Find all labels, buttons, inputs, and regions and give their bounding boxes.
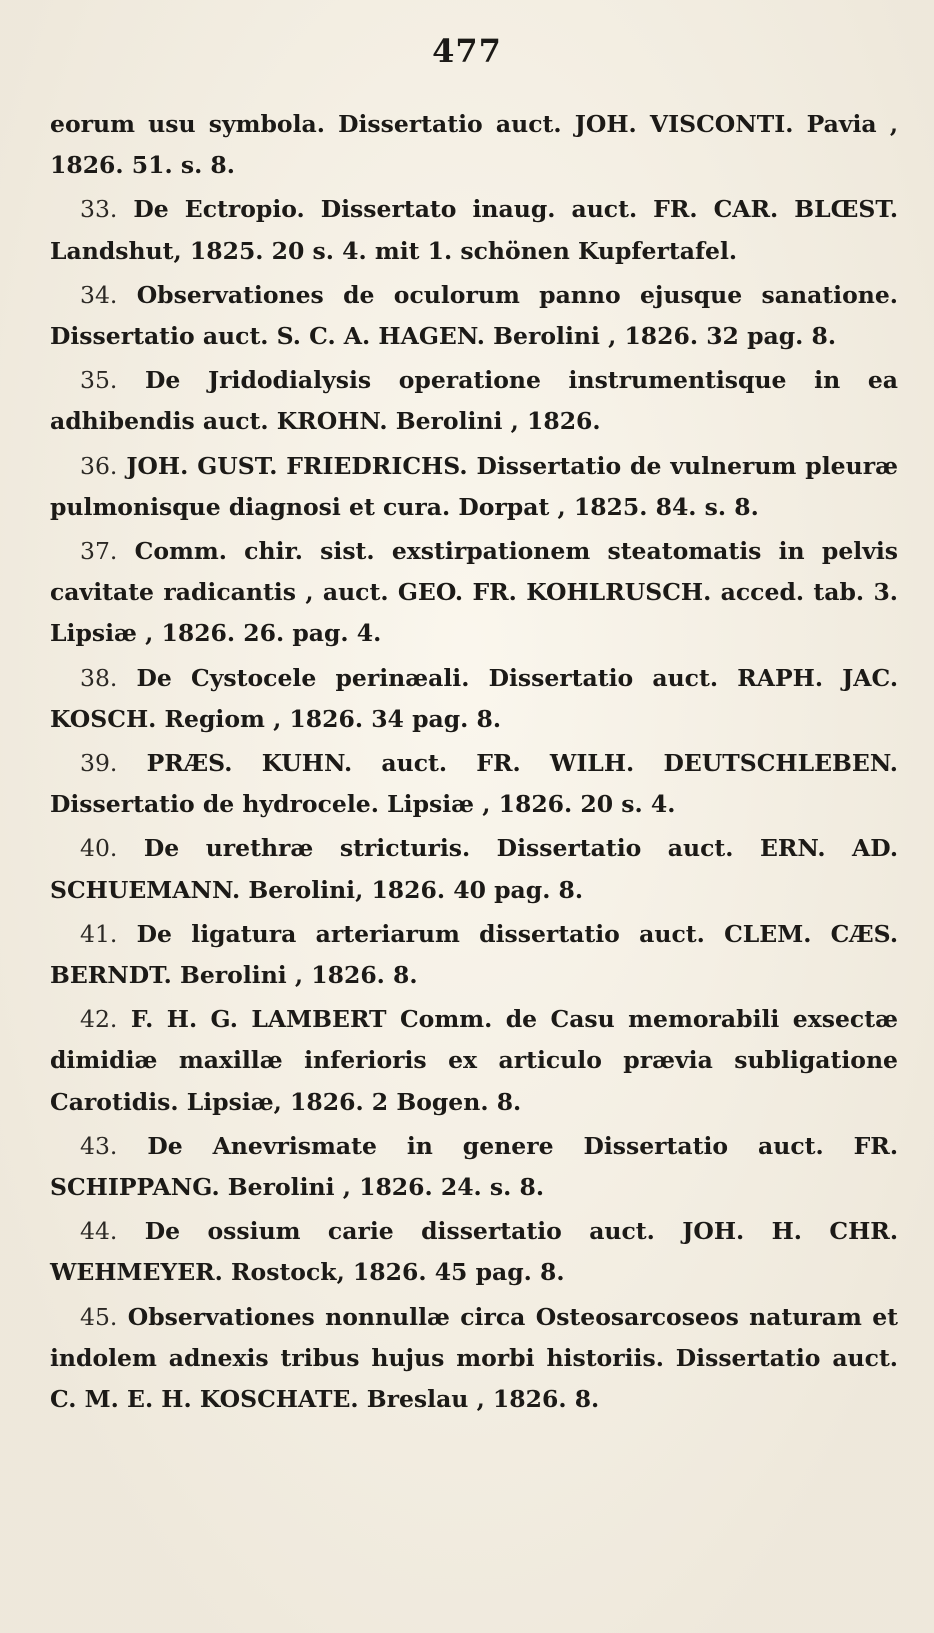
entry-number: 33.: [80, 195, 118, 224]
bibliography-entry: [50, 275, 898, 357]
bibliography-entry: [50, 1297, 898, 1421]
bibliography-entry: [50, 1211, 898, 1293]
entry-text: De urethræ stricturis. Dissertatio auct. ERN. AD. SCHUEMANN. Berolini, 1826. 40 pag. 8.: [50, 834, 898, 904]
entry-number: 44.: [80, 1217, 118, 1246]
bibliography-entry: [50, 658, 898, 740]
entry-number: 34.: [80, 280, 118, 309]
entry-number: 39.: [80, 749, 118, 778]
bibliography-entry: [50, 446, 898, 528]
entry-number: 42.: [80, 1005, 118, 1034]
entry-text: JOH. GUST. FRIEDRICHS. Dissertatio de vulnerum pleuræ pulmonisque diagnosi et cura. Dorpat , 1825. 84. s. 8.: [50, 451, 898, 521]
entry-number: 36.: [80, 451, 118, 480]
bibliography-entry: [50, 743, 898, 825]
page-number: 477: [432, 32, 502, 70]
entry-number: 35.: [80, 366, 118, 395]
entry-number: 38.: [80, 663, 118, 692]
entry-number: 45.: [80, 1302, 118, 1331]
bibliography-entry: [50, 828, 898, 910]
bibliography-entry: [50, 360, 898, 442]
bibliography-entry: [50, 914, 898, 996]
entry-number: 41.: [80, 919, 118, 948]
entry-number: 43.: [80, 1131, 118, 1160]
entry-text: F. H. G. LAMBERT Comm. de Casu memorabili exsectæ dimidiæ maxillæ inferioris ex articulo prævia subligatione Carotidis. Lipsiæ, 1826. 2 Bogen. 8.: [50, 1005, 899, 1116]
bibliography-list: [50, 104, 898, 1423]
entry-text: De Ectropio. Dissertato inaug. auct. FR. CAR. BLŒST. Landshut, 1825. 20 s. 4. mit 1. schönen Kupfertafel.: [50, 195, 898, 265]
entry-number: 37.: [80, 537, 118, 566]
bibliography-entry: [50, 531, 898, 655]
bibliography-entry: [50, 1126, 898, 1208]
entry-text: De Anevrismate in genere Dissertatio auct. FR. SCHIPPANG. Berolini , 1826. 24. s. 8.: [50, 1131, 898, 1202]
entry-text: De ligatura arteriarum dissertatio auct. CLEM. CÆS. BERNDT. Berolini , 1826. 8.: [50, 919, 898, 990]
entry-text: De ossium carie dissertatio auct. JOH. H. CHR. WEHMEYER. Rostock, 1826. 45 pag. 8.: [50, 1217, 899, 1287]
bibliography-entry: [50, 104, 898, 186]
bibliography-entry: [50, 189, 898, 271]
entry-text: De Cystocele perinæali. Dissertatio auct. RAPH. JAC. KOSCH. Regiom , 1826. 34 pag. 8.: [50, 663, 898, 733]
entry-text: Observationes de oculorum panno ejusque sanatione. Dissertatio auct. S. C. A. HAGEN. Berolini , 1826. 32 pag. 8.: [50, 280, 898, 351]
entry-text: De Jridodialysis operatione instrumentisque in ea adhibendis auct. KROHN. Berolini , 1826.: [50, 366, 898, 436]
entry-text: Observationes nonnullæ circa Osteosarcoseos naturam et indolem adnexis tribus hujus morbi historiis. Dissertatio auct. C. M. E. H. KOSCHATE. Breslau , 1826. 8.: [50, 1302, 898, 1414]
entry-text: Comm. chir. sist. exstirpationem steatomatis in pelvis cavitate radicantis , auct. GEO. FR. KOHLRUSCH. acced. tab. 3. Lipsiæ , 1826. 26. pag. 4.: [50, 537, 899, 648]
bibliography-entry: [50, 999, 898, 1123]
entry-number: 40.: [80, 834, 118, 863]
entry-text: PRÆS. KUHN. auct. FR. WILH. DEUTSCHLEBEN. Dissertatio de hydrocele. Lipsiæ , 1826. 20 s. 4.: [50, 749, 898, 819]
entry-text: eorum usu symbola. Dissertatio auct. JOH. VISCONTI. Pavia , 1826. 51. s. 8.: [50, 110, 898, 180]
